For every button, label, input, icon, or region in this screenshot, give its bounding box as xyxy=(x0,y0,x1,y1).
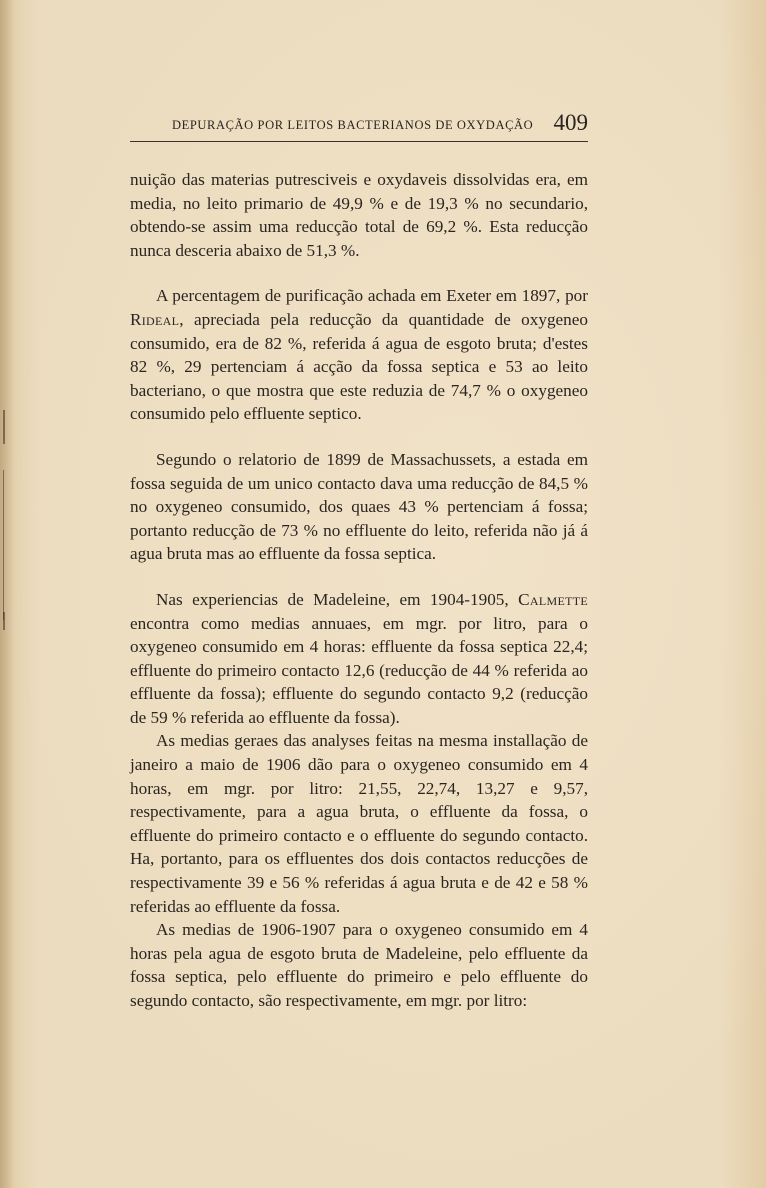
margin-mark xyxy=(3,470,4,620)
paragraph xyxy=(130,918,588,1012)
paragraph-text: Nas experiencias de Madeleine, em 1904-1905, xyxy=(156,589,519,609)
paragraph xyxy=(130,448,588,566)
paragraph xyxy=(130,284,588,426)
page-number: 409 xyxy=(553,110,588,135)
margin-mark xyxy=(3,410,5,444)
paragraph-text: encontra como medias annuaes, em mgr. por litro, para o oxygeneo consumido em 4 horas: effluente da fossa septica 22,4; effluente do primeiro contacto 12,6 (reducção de 44 % referida ao effluente da fossa); effluente do segundo contacto 9,2 (reducção de 59 % referida ao effluente da fossa). xyxy=(130,613,588,727)
paragraph xyxy=(130,168,588,262)
paragraph-text: , apreciada pela reducção da quantidade de oxygeneo consumido, era de 82 %, referida á agua de esgoto bruta; d'estes 82 %, 29 pertenciam á acção da fossa septica e 53 ao leito bacteriano, o que mostra que este reduzia de 74,7 % o oxygeneo consumido pelo effluente septico. xyxy=(130,309,588,424)
paragraph-text: nuição das materias putresciveis e oxydaveis dissolvidas era, em media, no leito primario de 49,9 % e de 19,3 % no secundario, obtendo-se assim uma reducção total de 69,2 %. Esta reducção nunca desceria abaixo de 51,3 %. xyxy=(130,170,588,260)
body-text xyxy=(130,168,588,1013)
paragraph-text: As medias geraes das analyses feitas na mesma installação de janeiro a maio de 1906 dão para o oxygeneo consumido em 4 horas, em mgr. por litro: 21,55, 22,74, 13,27 e 9,57, respectivamente, para a agua bruta, o effluente da fossa, o effluente do primeiro contacto e o effluente do segundo contacto. Ha, portanto, para os effluentes dos dois contactos reducções de respectivamente 39 e 56 % referidas á agua bruta e de 42 e 58 % referidas ao effluente da fossa. xyxy=(130,731,588,916)
paragraph xyxy=(130,588,588,730)
paragraph-text: As medias de 1906-1907 para o oxygeneo consumido em 4 horas pela agua de esgoto bruta de Madeleine, pelo effluente da fossa septica, pelo effluente do primeiro e pelo effluente do segundo contacto, são respectivamente, em mgr. por litro: xyxy=(130,920,588,1010)
author-name: Rideal xyxy=(130,309,180,329)
paragraph-text: Segundo o relatorio de 1899 de Massachussets, a estada em fossa seguida de um unico contacto dava uma reducção de 84,5 % no oxygeneo consumido, dos quaes 43 % pertenciam á fossa; portanto reducção de 73 % no effluente do leito, referida não já á agua bruta mas ao effluente da fossa septica. xyxy=(130,449,588,564)
author-name: Calmette xyxy=(518,589,588,609)
page-header xyxy=(130,108,588,142)
paragraph-text: A percentagem de purificação achada em Exeter em 1897, por xyxy=(156,286,588,306)
paragraph xyxy=(130,729,588,918)
header-rule xyxy=(130,141,588,142)
running-head: DEPURAÇÃO POR LEITOS BACTERIANOS DE OXYDAÇÃO xyxy=(172,118,534,132)
margin-mark xyxy=(3,612,5,630)
